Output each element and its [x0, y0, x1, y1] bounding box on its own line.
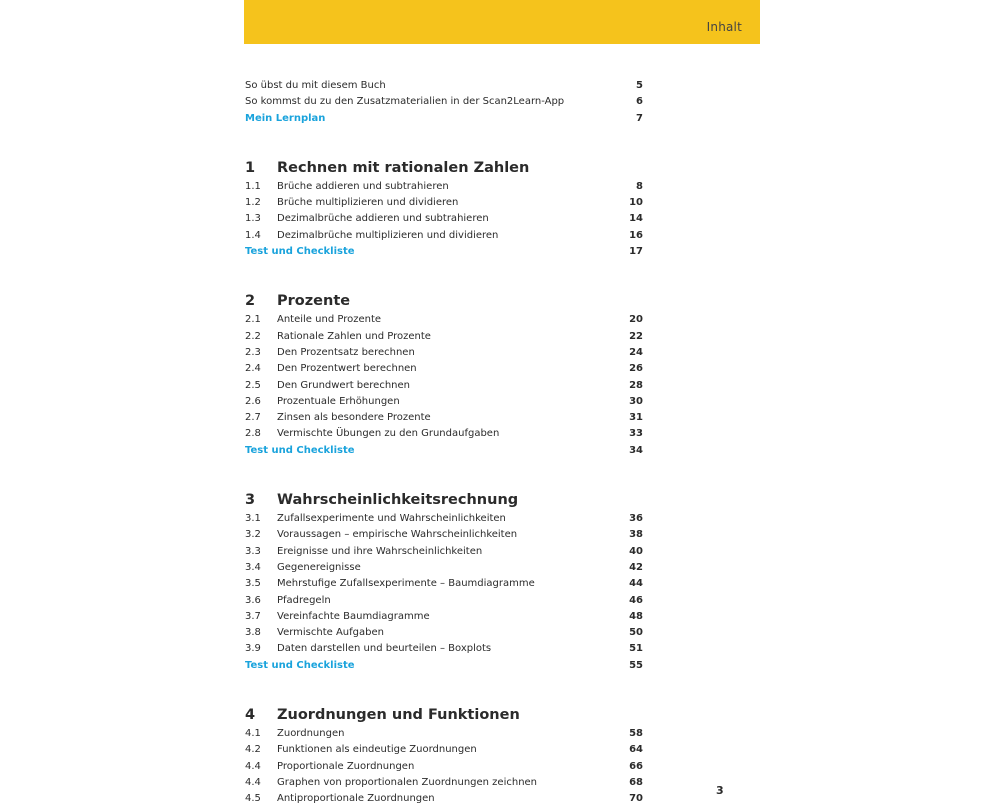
- section-title: Prozentuale Erhöhungen: [277, 395, 400, 407]
- toc-entry[interactable]: [245, 726, 643, 742]
- table-of-contents: [245, 78, 643, 808]
- section-title: Ereignisse und ihre Wahrscheinlichkeiten: [277, 545, 483, 557]
- chapter-heading[interactable]: [245, 157, 643, 179]
- toc-entry[interactable]: [245, 195, 643, 211]
- section-title: Zufallsexperimente und Wahrscheinlichkeiten: [277, 513, 506, 525]
- section-number: 3.7: [245, 610, 261, 622]
- section-title: Den Prozentsatz berechnen: [277, 346, 415, 358]
- section-page: 51: [629, 643, 643, 655]
- toc-entry[interactable]: [245, 641, 643, 657]
- section-number: 4.2: [245, 744, 261, 756]
- chapter-heading[interactable]: [245, 489, 643, 511]
- section-title: Graphen von proportionalen Zuordnungen zeichnen: [277, 776, 538, 788]
- spacer: [245, 674, 643, 701]
- section-number: 3.9: [245, 643, 261, 655]
- test-checklist-link[interactable]: [245, 244, 643, 260]
- section-page: 48: [629, 610, 643, 622]
- toc-entry[interactable]: [245, 211, 643, 227]
- toc-entry[interactable]: [245, 394, 643, 410]
- section-page: 33: [629, 428, 643, 440]
- section-number: 3.6: [245, 594, 261, 606]
- page-number: 3: [716, 784, 724, 797]
- section-page: 10: [629, 197, 643, 209]
- section-title: Zinsen als besondere Prozente: [277, 412, 431, 424]
- toc-entry[interactable]: [245, 775, 643, 791]
- section-page: 66: [629, 760, 643, 772]
- section-number: 3.3: [245, 545, 261, 557]
- section-number: 4.4: [245, 760, 261, 772]
- toc-entry[interactable]: [245, 329, 643, 345]
- section-number: 2.5: [245, 379, 261, 391]
- entry-title: Mein Lernplan: [245, 112, 326, 124]
- section-title: Dezimalbrüche multiplizieren und dividieren: [277, 229, 499, 241]
- toc-entry[interactable]: [245, 791, 643, 807]
- test-title: Test und Checkliste: [245, 246, 355, 258]
- toc-entry[interactable]: [245, 576, 643, 592]
- section-title: Vermischte Übungen zu den Grundaufgaben: [277, 428, 500, 440]
- section-number: 1.3: [245, 213, 261, 225]
- toc-entry[interactable]: [245, 560, 643, 576]
- test-title: Test und Checkliste: [245, 444, 355, 456]
- test-title: Test und Checkliste: [245, 659, 355, 671]
- section-page: 42: [629, 561, 643, 573]
- section-page: 22: [629, 330, 643, 342]
- section-title: Brüche addieren und subtrahieren: [277, 180, 449, 192]
- test-page: 55: [629, 659, 643, 671]
- chapter-number: 4: [245, 707, 256, 724]
- test-page: 34: [629, 444, 643, 456]
- section-title: Proportionale Zuordnungen: [277, 760, 415, 772]
- section-title: Antiproportionale Zuordnungen: [277, 793, 435, 805]
- section-page: 14: [629, 213, 643, 225]
- section-page: 68: [629, 776, 643, 788]
- toc-entry[interactable]: [245, 410, 643, 426]
- toc-entry[interactable]: [245, 426, 643, 442]
- toc-entry[interactable]: [245, 94, 643, 110]
- spacer: [245, 127, 643, 154]
- chapter-title: Rechnen mit rationalen Zahlen: [277, 159, 530, 176]
- section-number: 1.2: [245, 197, 261, 209]
- section-page: 24: [629, 346, 643, 358]
- section-number: 3.1: [245, 513, 261, 525]
- section-number: 2.8: [245, 428, 261, 440]
- section-title: Daten darstellen und beurteilen – Boxplots: [277, 643, 492, 655]
- toc-entry[interactable]: [245, 625, 643, 641]
- toc-entry[interactable]: [245, 527, 643, 543]
- toc-entry[interactable]: [245, 378, 643, 394]
- section-page: 40: [629, 545, 643, 557]
- section-page: 31: [629, 412, 643, 424]
- section-page: 26: [629, 363, 643, 375]
- chapter-heading[interactable]: [245, 290, 643, 312]
- section-title: Vereinfachte Baumdiagramme: [277, 610, 430, 622]
- section-page: 44: [629, 578, 643, 590]
- section-number: 2.3: [245, 346, 261, 358]
- entry-page: 7: [636, 112, 643, 124]
- section-title: Zuordnungen: [277, 728, 345, 740]
- toc-entry[interactable]: [245, 593, 643, 609]
- chapter-title: Prozente: [277, 293, 351, 310]
- section-number: 1.1: [245, 180, 261, 192]
- toc-entry[interactable]: [245, 511, 643, 527]
- section-number: 4.4: [245, 776, 261, 788]
- section-title: Vermischte Aufgaben: [277, 627, 384, 639]
- test-checklist-link[interactable]: [245, 658, 643, 674]
- section-number: 1.4: [245, 229, 261, 241]
- section-number: 2.7: [245, 412, 261, 424]
- chapter-number: 1: [245, 159, 256, 176]
- section-number: 2.6: [245, 395, 261, 407]
- section-number: 3.4: [245, 561, 261, 573]
- header-bar: [244, 0, 760, 44]
- spacer: [245, 459, 643, 486]
- section-number: 4.5: [245, 793, 261, 805]
- entry-title: So übst du mit diesem Buch: [245, 80, 386, 91]
- section-page: 38: [629, 529, 643, 541]
- toc-entry[interactable]: [245, 544, 643, 560]
- chapter-title: Wahrscheinlichkeitsrechnung: [277, 492, 519, 509]
- section-title: Rationale Zahlen und Prozente: [277, 330, 431, 342]
- section-page: 70: [629, 793, 643, 805]
- section-page: 20: [629, 314, 643, 326]
- section-number: 3.8: [245, 627, 261, 639]
- section-page: 28: [629, 379, 643, 391]
- toc-entry[interactable]: [245, 361, 643, 377]
- section-title: Voraussagen – empirische Wahrscheinlichkeiten: [277, 529, 518, 541]
- section-title: Brüche multiplizieren und dividieren: [277, 197, 459, 209]
- toc-entry[interactable]: [245, 759, 643, 775]
- section-page: 16: [629, 229, 643, 241]
- toc-entry[interactable]: [245, 345, 643, 361]
- section-page: 50: [629, 627, 643, 639]
- section-page: 30: [629, 395, 643, 407]
- toc-entry[interactable]: [245, 228, 643, 244]
- section-title: Den Prozentwert berechnen: [277, 363, 417, 375]
- test-page: 17: [629, 246, 643, 258]
- section-page: 8: [636, 180, 643, 192]
- section-page: 58: [629, 728, 643, 740]
- chapter-title: Zuordnungen und Funktionen: [277, 707, 520, 724]
- section-title: Pfadregeln: [277, 594, 331, 606]
- section-number: 4.1: [245, 728, 261, 740]
- toc-entry[interactable]: [245, 742, 643, 758]
- section-number: 2.1: [245, 314, 261, 326]
- section-page: 36: [629, 513, 643, 525]
- section-number: 3.2: [245, 529, 261, 541]
- spacer: [245, 260, 643, 287]
- section-title: Gegenereignisse: [277, 561, 361, 573]
- section-title: Funktionen als eindeutige Zuordnungen: [277, 744, 477, 756]
- section-page: 64: [629, 744, 643, 756]
- toc-entry[interactable]: [245, 78, 643, 94]
- entry-page: 5: [636, 80, 643, 91]
- toc-entry[interactable]: [245, 609, 643, 625]
- section-number: 3.5: [245, 578, 261, 590]
- section-page: 46: [629, 594, 643, 606]
- section-title: Dezimalbrüche addieren und subtrahieren: [277, 213, 489, 225]
- page-title: Inhalt: [706, 20, 742, 34]
- chapter-heading[interactable]: [245, 704, 643, 726]
- section-title: Mehrstufige Zufallsexperimente – Baumdiagramme: [277, 578, 535, 590]
- section-title: Den Grundwert berechnen: [277, 379, 411, 391]
- chapter-number: 3: [245, 492, 256, 509]
- entry-page: 6: [636, 96, 643, 108]
- section-title: Anteile und Prozente: [277, 314, 382, 326]
- section-number: 2.2: [245, 330, 261, 342]
- chapter-number: 2: [245, 293, 256, 310]
- toc-entry[interactable]: [245, 179, 643, 195]
- toc-entry[interactable]: [245, 312, 643, 328]
- toc-entry[interactable]: [245, 111, 643, 127]
- entry-title: So kommst du zu den Zusatzmaterialien in der Scan2Learn-App: [245, 96, 565, 108]
- test-checklist-link[interactable]: [245, 443, 643, 459]
- section-number: 2.4: [245, 363, 261, 375]
